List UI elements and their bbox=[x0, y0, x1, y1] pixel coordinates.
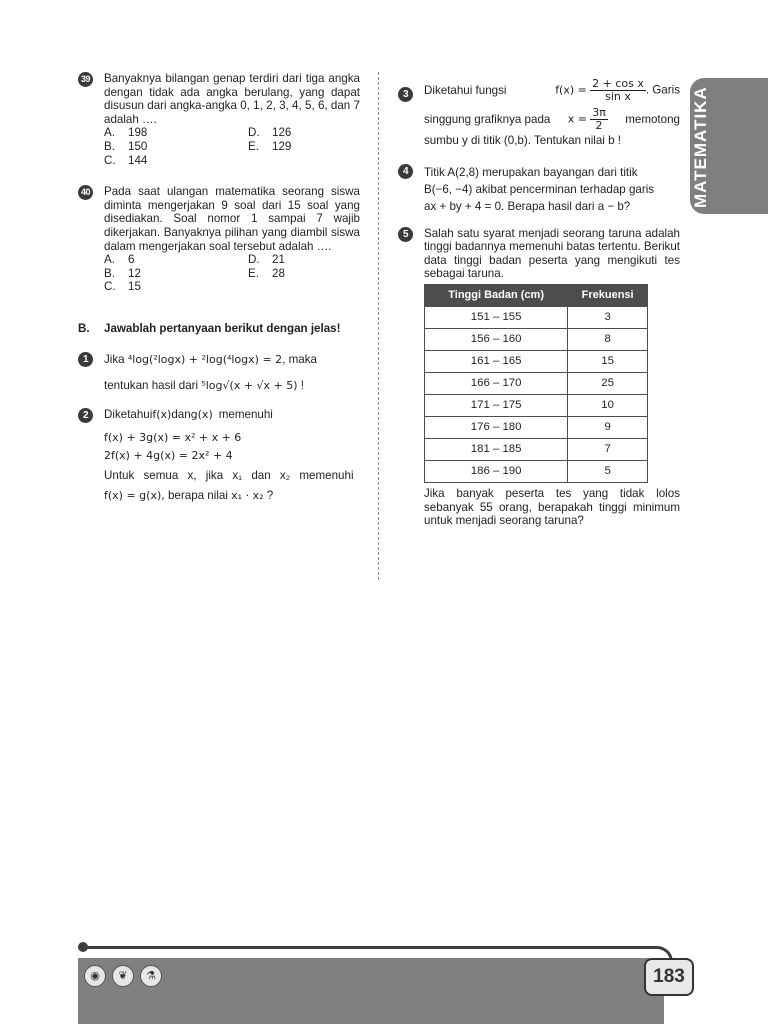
right-column bbox=[398, 78, 680, 528]
table-row: 166 – 170 25 bbox=[425, 372, 648, 394]
table-row: 156 – 160 8 bbox=[425, 328, 648, 350]
section-b-letter: B. bbox=[78, 321, 90, 335]
log-equation: ⁴log(²logx) + ²log(⁴logx) = 2 bbox=[127, 352, 283, 366]
table-row: 176 – 180 9 bbox=[425, 416, 648, 438]
essay-4-line-1: Titik A(2,8) merupakan bayangan dari titik bbox=[424, 165, 638, 179]
side-tab-subject bbox=[690, 78, 768, 214]
flask-icon: ⚗ bbox=[140, 965, 162, 987]
section-b-heading bbox=[78, 322, 360, 336]
equation-1: f(x) + 3g(x) = x² + x + 6 bbox=[104, 431, 242, 445]
essay-question-5 bbox=[398, 227, 680, 528]
question-39-text: Banyaknya bilangan genap terdiri dari tiga angka dengan tidak ada angka berulang, yang dapat disusun dari angka-angka 0, 1, 2, 3, 4, 5, 6, dan 7 adalah …. bbox=[104, 72, 360, 126]
question-number-40: 40 bbox=[78, 185, 93, 200]
question-39-options bbox=[104, 126, 360, 167]
footer-bar bbox=[78, 958, 664, 1024]
essay-number-2: 2 bbox=[78, 408, 93, 423]
table-row: 171 – 175 10 bbox=[425, 394, 648, 416]
option-d: D. 126 bbox=[248, 126, 292, 140]
question-39 bbox=[78, 72, 360, 167]
essay-number-1: 1 bbox=[78, 352, 93, 367]
table-row: 186 – 190 5 bbox=[425, 460, 648, 482]
height-frequency-table bbox=[424, 284, 648, 483]
option-d: D. 21 bbox=[248, 253, 285, 267]
essay-number-5: 5 bbox=[398, 227, 413, 242]
option-e: E. 28 bbox=[248, 266, 285, 280]
essay-question-4 bbox=[398, 164, 680, 215]
table-header-frequency: Frekuensi bbox=[568, 284, 648, 306]
essay-question-1 bbox=[78, 350, 360, 396]
column-divider bbox=[378, 72, 379, 580]
essay-question-3 bbox=[398, 78, 680, 148]
section-b-title: Jawablah pertanyaan berikut dengan jelas! bbox=[104, 321, 341, 335]
essay-number-3: 3 bbox=[398, 87, 413, 102]
footer-line bbox=[82, 946, 658, 949]
option-e: E. 129 bbox=[248, 139, 292, 153]
table-row: 151 – 155 3 bbox=[425, 306, 648, 328]
table-row: 181 – 185 7 bbox=[425, 438, 648, 460]
essay-4-line-3: ax + by + 4 = 0. Berapa hasil dari a − b? bbox=[424, 199, 631, 213]
equation-2: 2f(x) + 4g(x) = 2x² + 4 bbox=[104, 449, 233, 463]
side-tab-label: MATEMATIKA bbox=[691, 86, 710, 208]
x-value-fraction: $\frac{3\pi}{2}$ bbox=[592, 106, 606, 132]
essay-question-2 bbox=[78, 408, 360, 505]
question-40 bbox=[78, 185, 360, 294]
essay-1-line-1: Jika ⁴log(²logx) + ²log(⁴logx) = 2, maka bbox=[104, 352, 317, 366]
leaf-icon: ❦ bbox=[112, 965, 134, 987]
essay-3-line-1: Diketahui fungsi f(x) = $\frac{\text{2 + cos x}}{\text{sin x}}$ . Garis bbox=[424, 77, 680, 103]
option-a: A. 6 bbox=[104, 253, 135, 267]
page-number: 183 bbox=[644, 958, 694, 996]
essay-1-line-2: tentukan hasil dari ⁵log√(x + √x + 5) ! bbox=[104, 378, 305, 392]
essay-4-line-2: B(−6, −4) akibat pencerminan terhadap garis bbox=[424, 182, 655, 196]
option-b: B. 150 bbox=[104, 139, 148, 153]
essay-5-question: Jika banyak peserta tes yang tidak lolos sebanyak 55 orang, berapakah tinggi minimum untuk menjadi seorang taruna? bbox=[424, 486, 680, 528]
essay-3-line-3: sumbu y di titik (0,b). Tentukan nilai b ! bbox=[424, 134, 621, 147]
question-40-options bbox=[104, 253, 360, 294]
essay-2-line-4: f(x) = g(x), berapa nilai x₁ · x₂ ? bbox=[104, 488, 274, 502]
left-column bbox=[78, 72, 360, 505]
globe-icon: ◉ bbox=[84, 965, 106, 987]
option-a: A. 198 bbox=[104, 126, 148, 140]
essay-2-line-3: Untuk semua x, jika x₁ dan x₂ memenuhi bbox=[104, 469, 354, 483]
essay-2-line-1: Diketahui f(x) dan g(x) memenuhi bbox=[104, 407, 273, 421]
essay-5-text: Salah satu syarat menjadi seorang taruna adalah tinggi badannya memenuhi batas tertentu. Berikut data tinggi badan peserta yang mengikuti tes sebagai taruna. bbox=[424, 226, 680, 281]
option-c: C. 15 bbox=[104, 280, 141, 294]
essay-3-line-2: singgung grafiknya pada x = $\frac{3\pi}{2}$ memotong bbox=[424, 106, 680, 132]
log-expression: ⁵log√(x + √x + 5) bbox=[201, 378, 298, 392]
question-40-text: Pada saat ulangan matematika seorang siswa diminta mengerjakan 9 soal dari 15 soal yang disediakan. Soal nomor 1 sampai 7 wajib dikerjakan. Banyaknya pilihan yang diambil siswa dalam mengerjakan soal tersebut adalah …. bbox=[104, 185, 360, 253]
table-row: 161 – 165 15 bbox=[425, 350, 648, 372]
function-fraction: $\frac{\text{2 + cos x}}{\text{sin x}}$ bbox=[592, 77, 644, 103]
essay-number-4: 4 bbox=[398, 164, 413, 179]
table-header-height: Tinggi Badan (cm) bbox=[425, 284, 568, 306]
option-c: C. 144 bbox=[104, 153, 148, 167]
question-number-39: 39 bbox=[78, 72, 93, 87]
option-b: B. 12 bbox=[104, 266, 141, 280]
